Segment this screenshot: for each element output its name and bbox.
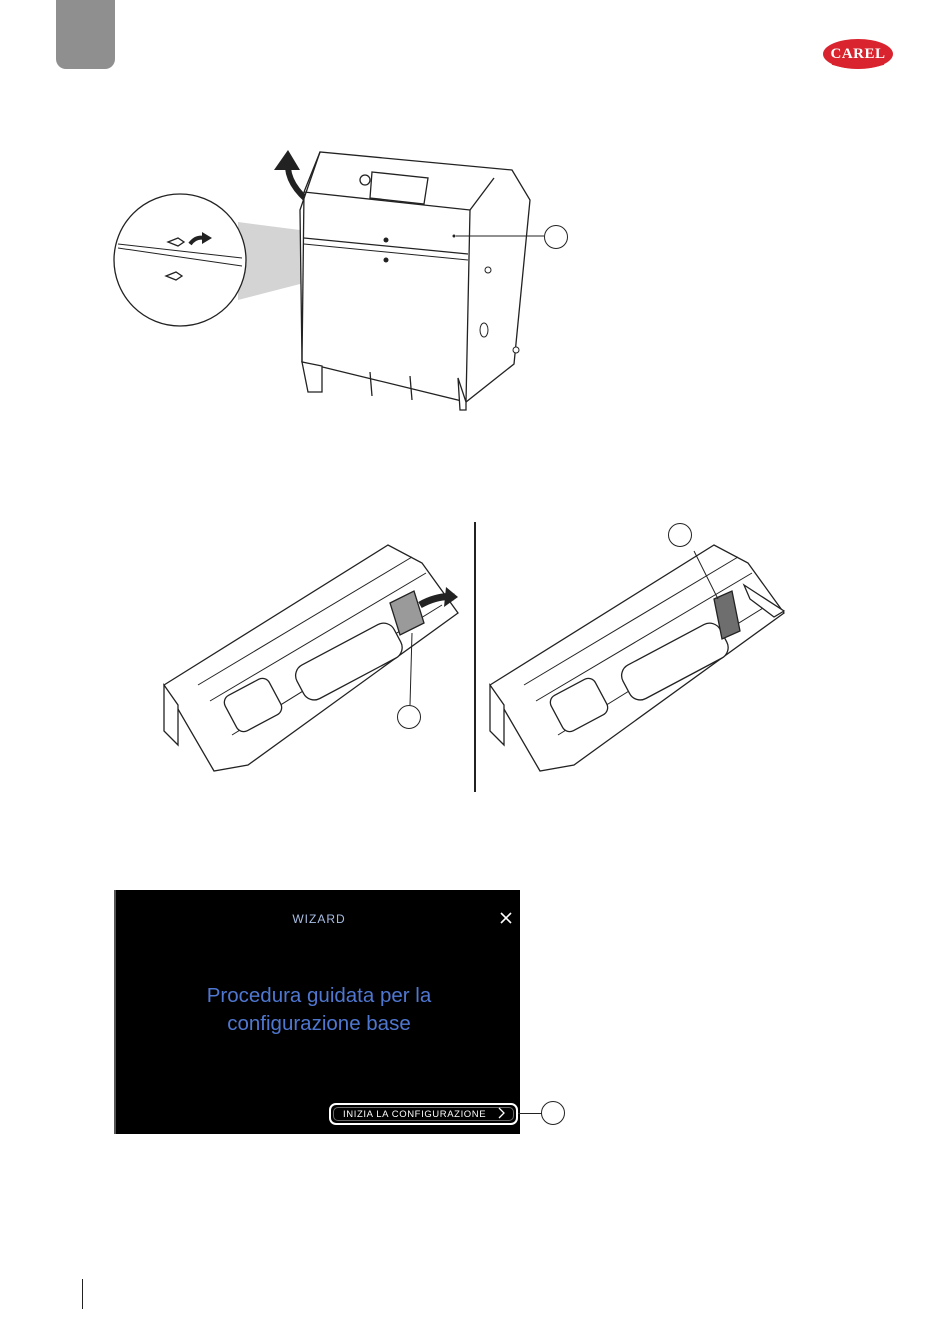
- wizard-message-line-1: Procedura guidata per la: [206, 984, 432, 1007]
- wizard-message-line-2: configurazione base: [227, 1012, 411, 1035]
- wizard-title: WIZARD: [292, 912, 346, 926]
- page-margin-line: [82, 1279, 83, 1309]
- humidifier-cabinet-figure: [110, 140, 580, 420]
- start-configuration-button[interactable]: [329, 1103, 518, 1125]
- carel-logo-text: CAREL: [830, 45, 886, 62]
- callout-circle-4: [541, 1101, 565, 1125]
- carel-logo: [822, 38, 894, 72]
- callout-circle-3: [668, 523, 692, 547]
- callout-leader: [518, 1113, 542, 1114]
- start-configuration-label: INIZIA LA CONFIGURAZIONE: [343, 1108, 487, 1120]
- section-tab: [56, 0, 115, 69]
- close-icon[interactable]: [497, 909, 515, 927]
- callout-circle-1: [544, 225, 568, 249]
- wizard-message: [136, 982, 502, 1038]
- controller-cover-removal-figure: [158, 535, 468, 780]
- callout-circle-2: [397, 705, 421, 729]
- controller-card-figure: [484, 535, 794, 780]
- chevron-right-icon: [498, 1107, 506, 1122]
- figure-divider: [474, 522, 476, 792]
- wizard-screen: [114, 890, 520, 1134]
